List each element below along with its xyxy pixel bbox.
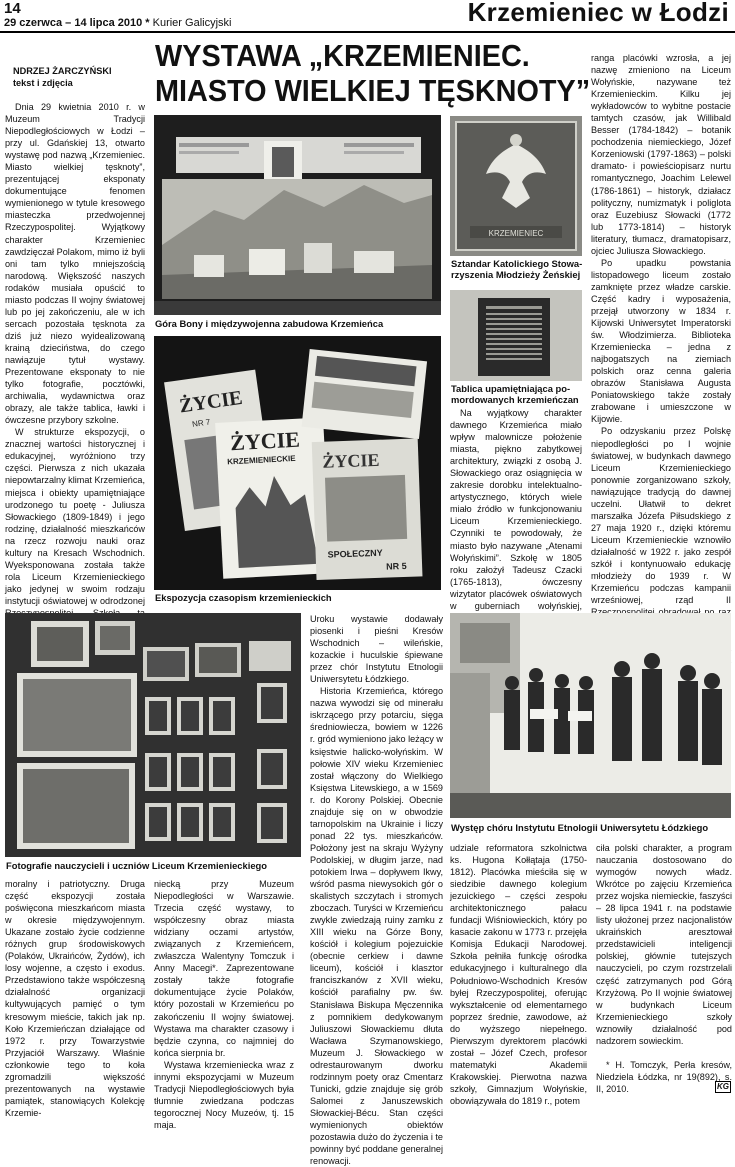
column-bottom-2-paragraph-2: Wystawa krzemieniecka wraz z innymi ekspozycjami w Muzeum Tradycji Niepodległościowych była tłumnie zwiedzana podczas tegorocznej Nocy Muzeów, tj. 15 maja. [154,1059,294,1130]
magazines-illustration [154,336,441,590]
choir-illustration [450,613,731,818]
photo-wystep-choru [450,613,731,818]
photo-tablica [450,290,582,381]
caption-czasopisma: Ekspozycja czasopism krzemienieckich [155,592,332,603]
caption-fotografie-nauczycieli: Fotografie nauczycieli i uczniów Liceum Krzemienieckiego [6,860,268,871]
kg-logo: KG [717,1082,729,1091]
column-center-paragraph-2: Historia Krzemieńca, którego nazwa wywodzi się od minerału iskrzącego przy potarciu, sięga średniowiecza, bowiem w 1226 r. gród wymieniono jako leżący w księstwie halicko-wołyńskim. W połowie XIV wieku Krzemieniec został włączony do Wielkiego Księstwa Litewskiego, a w 1569 r. do Korony Polskiej. Obecnie znajduje się on w obwodzie tarnopolskim na Ukrainie i liczy ponad 22 tys. mieszkańców. Położony jest na skraju Wyżyny Podolskiej, w długim jarze, nad potokiem Irwa – dopływem Ikwy, wśród pasma niewysokich gór o skalistych szczytach i stromych zboczach. Turyści w Krzemieńcu zwykle zwiedzają ruiny zamku z XIII wieku na Górze Bony, kościół i kolegium pojezuickie (obecnie cerkiew i dawne liceum), kościół i klasztor franciszkanów z XVII wieku, kościół parafialny pw. św. Stanisława Biskupa Męczennika z pomnikiem dedykowanym Juliuszowi Słowackiemu dłuta Wacława Szymanowskiego, Muzeum J. Słowackiego w odrestaurowanym dworku rodzinnym poety oraz Cmentarz Tunicki, gdzie znajduje się grób Salomei z Januszewskich Słowackiej-Bécu. Stan części wymienionych obiektów pozostawia dużo do życzenia i te powinny być poddane generalnej renowacji. [310,686,443,1167]
column-right-paragraph-1: ranga placówki wzrosła, a jej nazwę zmieniono na Liceum Wołyńskie, nazywane też Krzemienieckim. Kilku jej wykładowców to wybitne postacie tamtych czasów, jak Willibald Besser (1784-1842) – botanik pochodzenia niemieckiego, Józef Korzeniowski (1797-1863) – polski dramato- i powieściopisarz nurtu romantycznego, Joachim Lelewel (1786-1861) – historyk, działacz polityczny, numizmatyk i poliglota oraz Euzebiusz Słowacki (1772 lub 1773-1814) – historyk literatury, tłumacz, dramatopisarz, ojciec Juliusza Słowackiego. [591,53,731,256]
photo-czasopisma [154,336,441,590]
photo-fotografie-nauczycieli [5,613,301,857]
photo-gora-bony [154,115,441,315]
caption-wystep-choru: Występ chóru Instytutu Etnologii Uniwersytetu Łódzkiego [451,822,709,833]
article-title-line-2: MIASTO WIELKIEJ TĘSKNOTY” [155,73,591,108]
photo-wall-illustration [5,613,301,857]
caption-sztandar [451,258,586,280]
column-1-paragraph-1: Dnia 29 kwietnia 2010 r. w Muzeum Tradycji Niepodległościowych w Łodzi – przy ul. Gdańskiej 13, otwarto wystawę pod nazwą „Krzemieniec. Miasto wielkiej tęsknoty”, prezentującej eksponaty dokumentujące fenomen wymienionego w tytule kresowego miasteczka przedwojennej Rzeczypospolitej. Wyjątkowy charakter Krzemieniec zawdzięczał Polakom, mimo iż byli oni tam tylko mniejszością narodową. Większość naszych rodaków musiała opuścić to miasto podczas II wojny światowej lub po jej zakończeniu, ale w ich sercach pozostała tęsknota za dziś już niezo wyidealizowaną krainą dzieciństwa, do czego nawiązuje tytuł wystawy. Prezentowane eksponaty to nie tylko fotografie, pocztówki, archiwalia, wydawnictwa oraz obrazy, ale także tablica, ławki i ówczesne przybory szkolne. [5,102,145,426]
magazine-3-title: ŻYCIE [322,449,380,472]
column-1-paragraph-2: W strukturze ekspozycji, o znacznej wartości historycznej i edukacyjnej, wyróżniono trzy części. Pierwsza z nich ukazała niepowtarzalny klimat Krzemieńca, miejsca i obiekty upamiętniające urodzonego tu poetę - Juliusza Słowackiego (1809-1849) i jego rodzinę, działalność mieszkańców na rzecz rozwoju nauki oraz kultury na Kresach Wschodnich. Wyeksponowana została także rola Liceum Krzemienieckiego jako jedynej w swoim rodzaju instytucji oświatowej w odrodzonej [5,427,145,606]
article-column-mid [450,407,582,624]
issue-date: 29 czerwca – 14 lipca 2010 [4,17,143,29]
magazine-2-title: ŻYCIE [229,426,301,456]
magazine-2-subtitle: KRZEMIENIECKIE [226,453,296,467]
caption-gora-bony: Góra Bony i międzywojenna zabudowa Krzemieńca [155,318,384,329]
caption-sztandar-line-2: rzyszenia Młodzieży Żeńskiej [451,269,581,280]
column-mid-paragraph-1: Na wyjątkowy charakter dawnego Krzemieńca miało wpływ malownicze położenie miasta, piękno zabytkowej architektury, związki z osobą J. Słowackiego oraz osiągnięcia w zakresie dorobku intelektualno-artystycznego, których wiele miało źródło w funkcjonowaniu Liceum Krzemienieckiego. Czynniki te powodowały, że miasto było nazywane „Atenami Wołyńskimi”. Szkołę w 1805 roku założył Tadeusz Czacki (1765-1813), ówczesny wizytator placówek oświatowych w guberniach wołyńskiej, [450,408,582,611]
column-bottom-1-paragraph: moralny i patriotyczny. Druga część ekspozycji została poświęcona mieszkańcom miasta w okresie międzywojennym. Ukazane zostało życie codzienne różnych grup środowiskowych (Polaków, Ukraińców, Żydów), ich losy wojenne, a często i exodus. Przedstawiono także współczesną działalność organizacji kultywujących pamięć o tym kresowym mieście, takich jak np. Koło Krzemieńczan działające od 1972 r. przy Towarzystwie Przyjaciół Warszawy. Właśnie członkowie tego to koła zgromadzili większość prezentowanych na wystawie pamiątek, stanowiących Kolekcję Krzemie- [5,879,145,1118]
footnote: * H. Tomczyk, Perła kresów, Niedziela Łódzka, nr 19(892), s. II, 2010. [596,1059,732,1094]
author-role: tekst i zdjęcia [13,78,73,88]
caption-tablica-line-2: mordowanych krzemieńczan [451,394,579,405]
article-column-bottom-4 [450,842,587,1107]
publication-name: Kurier Galicyjski [152,17,232,29]
caption-sztandar-line-1: Sztandar Katolickiego Stowa- [451,258,583,269]
author-name: NDRZEJ ŻARCZYŃSKI [13,66,112,76]
magazine-1-number: NR 7 [191,417,211,429]
column-right-paragraph-3: Po odzyskaniu przez Polskę niepodległości po I wojnie światowej, w budynkach dawnego Liceum Krzemienieckiego ponownie zorganizowano szkoły, nawiązujące tradycją do dawnej uczelni. Ułatwił to dekret marszałka Józefa Piłsudskiego z 27 maja 1920 r., dzięki któremu Liceum Krzemienieckie wznowiło działalność w 1922 r. jako zespół szkół i kontynuowało edukację młodzieży do 1939 r. W Krzemieńcu podczas kampanii wrześniowej, rząd II [591,426,731,606]
article-title [155,38,591,108]
header-separator: * [145,17,150,29]
article-column-bottom-1 [5,878,145,1119]
page-number: 14 [4,0,21,17]
magazine-3-number: NR 5 [385,560,407,572]
issue-date-line [4,17,231,29]
article-column-1 [5,101,145,667]
magazine-3-subtitle: SPOŁECZNY [327,547,383,560]
article-column-right [591,52,731,678]
photo-sztandar [450,116,582,256]
article-column-center [310,613,443,1167]
section-title: Krzemieniec w Łodzi [467,0,729,27]
magazine-1-title: ŻYCIE [178,386,244,418]
caption-tablica [451,383,586,405]
header-rule [0,31,735,33]
column-bottom-5-paragraph: ciła polski charakter, a program nauczania dostosowano do wymogów nowych władz. Wkrótce po zajęciu Krzemieńca przez wojska niemieckie, faszyści – 28 lipca 1941 r. na podstawie listy ułożonej przez nacjonalistów ukraińskich aresztował przedstawicieli inteligencji polskiej, głównie tutejszych nauczycieli, po czym rozstrzelali część zatrzymanych pod Górą Krzyżową. Po II wojnie światowej w budynkach Liceum Krzemienieckiego szkoły wznowiły działalność pod nadzorem sowieckim. [596,843,732,1046]
caption-tablica-line-1: Tablica upamiętniająca po- [451,383,571,394]
column-right-paragraph-2: Po upadku powstania listopadowego liceum zostało zamknięte przez władze carskie. Część kadry i wyposażenia, przejął utworzony w 1834 r. Kijowski Uniwersytet Imperatorski św. Włodzimierza. Biblioteka Krzemieniecka – jedna z najbogatszych na ziemiach polskich oraz cenna galeria obrazów Stanisława Augusta Poniatowskiego także zostały zrabowane i umieszczone w Kijowie. [591,257,731,425]
column-center-paragraph-1: Uroku wystawie dodawały piosenki i pieśni Kresów Wschodnich – wileńskie, kozackie i huculskie śpiewane przez chór Instytutu Etnologii Uniwersytetu Łódzkiego. [310,614,443,685]
column-bottom-2-paragraph-1: niecką przy Muzeum Niepodległości w Warszawie. Trzecia część wystawy, to współczesny obraz miasta widziany oczami artystów, związanych z Krzemieńcem, zwłaszcza Walentyny Tomczuk i Anny Macegi*. Zaprezentowane zostały także fotografie dokumentujące życie Polaków, który pozostali w Krzemieńcu po zakończeniu II wojny światowej. Wystawa ma charakter czasowy i będzie czynna, co najmniej do końca sierpnia br. [154,879,294,1058]
exhibition-wall-illustration [154,115,441,315]
banner-inscription: KRZEMIENIEC [488,229,544,238]
memorial-plaque-illustration [450,290,582,381]
article-column-bottom-5 [596,842,732,1095]
column-bottom-4-paragraph: udziale reformatora szkolnictwa ks. Hugona Kołłątaja (1750-1812). Placówka mieściła się w siedzibie dawnego kolegium jezuickiego – części zespołu architektonicznego pałacu fundacji Wiśniowieckich, który po kasacie zakonu w 1773 r. przejęła Komisja Edukacji Narodowej. Szkoła pełniła funkcję ośrodka edukacyjnego i kulturalnego dla Południowo-Wschodnich Kresów byłej Rzeczypospolitej, oferując wykształcenie od elementarnego poprzez średnie, zawodowe, aż do wyższego niepełnego. Pierwszym dyrektorem placówki został – Józef Czech, profesor matematyki Akademii Krakowskiej. Pierwotna nazwa szkoły, Gimnazjum Wołyńskie, obowiązywała do 1819 r., potem [450,843,587,1106]
banner-eagle-illustration [450,116,582,256]
article-column-bottom-2 [154,878,294,1131]
article-title-line-1: WYSTAWA „KRZEMIENIEC. [155,38,530,73]
